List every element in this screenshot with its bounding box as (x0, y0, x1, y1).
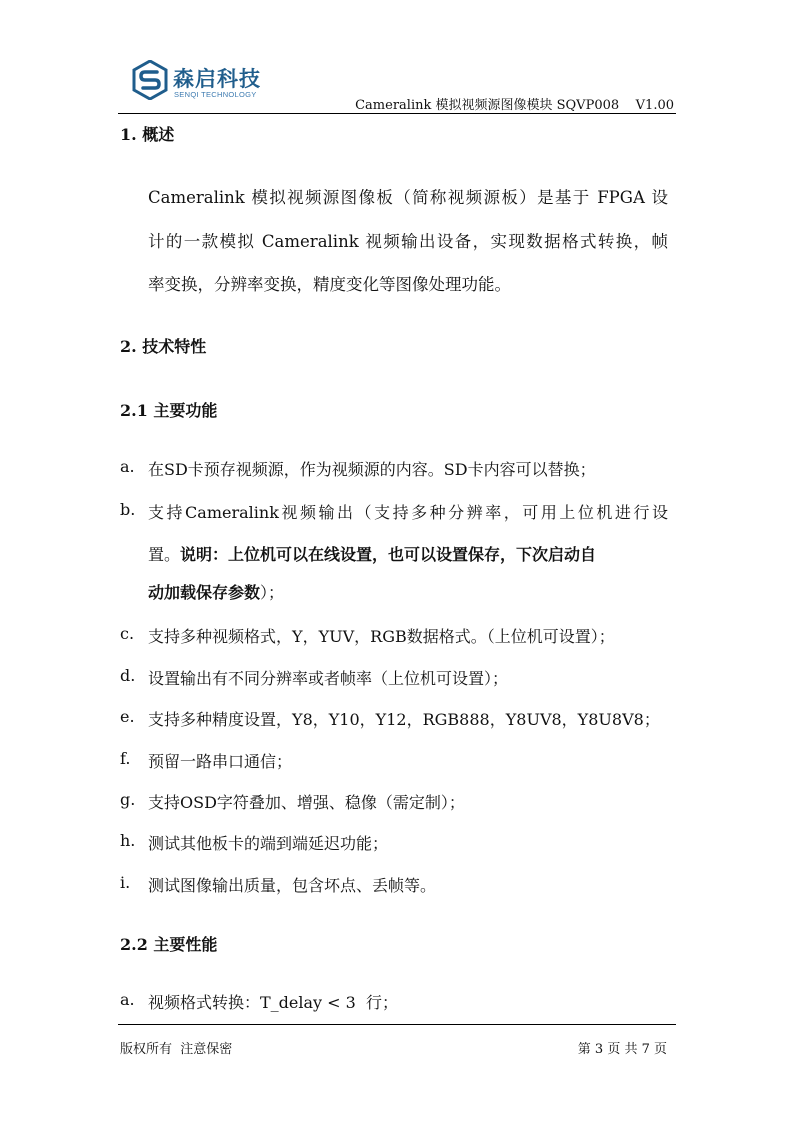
list-marker: d. (120, 666, 136, 685)
list-item-continuation (148, 580, 284, 603)
list-text: 预留一路串口通信； (148, 752, 293, 771)
section-2-2-heading: 2.2 主要性能 (120, 935, 218, 954)
list-marker: a. (120, 990, 135, 1009)
list-text: 在SD卡预存视频源，作为视频源的内容。SD卡内容可以替换； (148, 460, 596, 479)
note-bold-text: 动加载保存参数 (148, 583, 261, 602)
section-2-1-heading: 2.1 主要功能 (120, 401, 218, 420)
list-marker: h. (120, 831, 136, 850)
company-name-en: SENQI TECHNOLOGY (174, 90, 257, 99)
list-marker: e. (120, 707, 135, 726)
document-header-title: Cameralink 模拟视频源图像模块 SQVP008 V1.00 (355, 98, 674, 113)
company-name-cn: 森启科技 (173, 67, 261, 91)
note-lead: 置。 (148, 545, 181, 564)
list-marker: f. (120, 749, 131, 768)
list-text: 测试图像输出质量，包含坏点、丢帧等。 (148, 876, 437, 895)
list-marker: a. (120, 457, 135, 476)
list-marker: g. (120, 790, 136, 809)
list-text: 支持多种视频格式，Y，YUV，RGB数据格式。（上位机可设置）； (148, 627, 615, 646)
list-item-continuation (148, 542, 596, 565)
list-text: 支持多种精度设置，Y8，Y10，Y12，RGB888，Y8UV8，Y8U8V8； (148, 710, 660, 729)
list-marker: b. (120, 500, 136, 519)
note-tail: ）； (260, 583, 285, 602)
overview-line-2: 计的一款模拟 Cameralink 视频输出设备，实现数据格式转换，帧 (148, 232, 668, 251)
list-text: 支持Cameralink视频输出（支持多种分辨率，可用上位机进行设 (148, 503, 668, 522)
overview-line-3: 率变换，分辨率变换，精度变化等图像处理功能。 (148, 275, 511, 294)
footer-copyright: 版权所有 注意保密 (120, 1042, 233, 1057)
section-1-heading: 1. 概述 (120, 125, 175, 144)
company-logo (132, 60, 272, 108)
list-text: 设置输出有不同分辨率或者帧率（上位机可设置）； (148, 669, 509, 688)
list-text: 视频格式转换：T_delay < 3 行； (148, 993, 399, 1012)
senqi-logo-icon (132, 60, 168, 100)
header-divider (118, 113, 676, 114)
list-marker: i. (120, 873, 131, 892)
list-text: 支持OSD字符叠加、增强、稳像（需定制）； (148, 793, 465, 812)
section-2-heading: 2. 技术特性 (120, 337, 207, 356)
list-text: 测试其他板卡的端到端延迟功能； (148, 834, 389, 853)
footer-divider (118, 1024, 676, 1025)
list-marker: c. (120, 624, 135, 643)
footer-page-number: 第 3 页 共 7 页 (577, 1042, 667, 1057)
overview-line-1: Cameralink 模拟视频源图像板（简称视频源板）是基于 FPGA 设 (148, 188, 668, 207)
note-bold-text: 说明：上位机可以在线设置，也可以设置保存，下次启动自 (180, 545, 597, 564)
